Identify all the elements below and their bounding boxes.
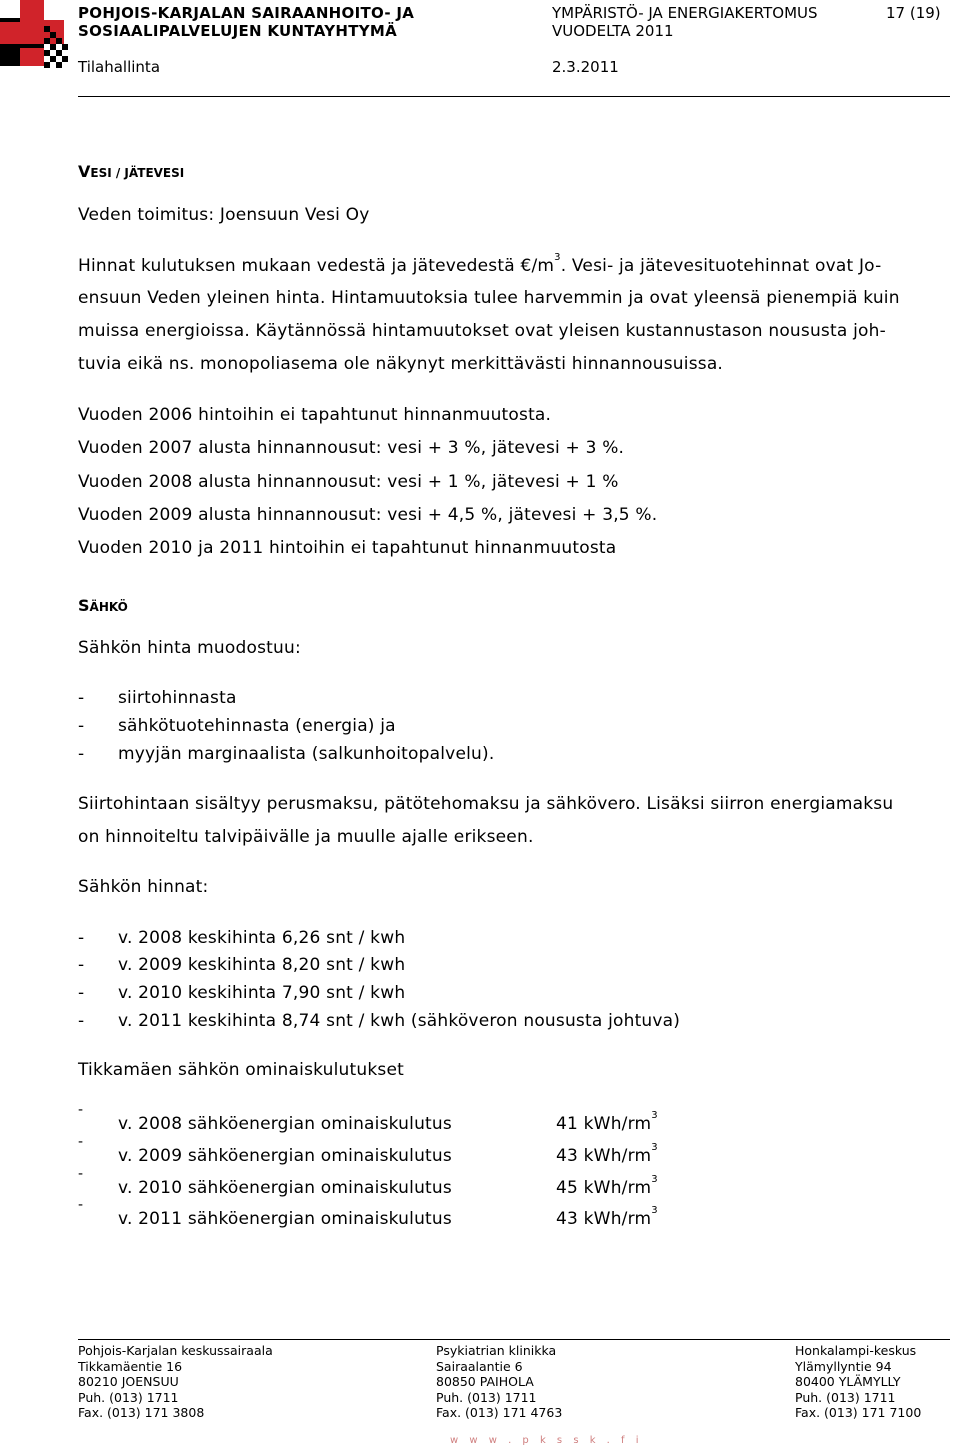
water-price-line: Vuoden 2008 alusta hinnannousut: vesi + 1 %, jätevesi + 1 % bbox=[78, 472, 619, 492]
price-component-item: myyjän marginaalista (salkunhoitopalvelu). bbox=[118, 744, 495, 764]
organization-name-line2: SOSIAALIPALVELUJEN KUNTAYHTYMÄ bbox=[78, 22, 398, 40]
consumption-value: 41 kWh/$rm^3$ bbox=[556, 1110, 658, 1134]
list-dash: - bbox=[78, 744, 85, 764]
electricity-price-item: v. 2008 keskihinta 6,26 snt / kwh bbox=[118, 928, 406, 948]
consumption-value: 43 kWh/$rm^3$ bbox=[556, 1142, 658, 1166]
consumption-label: v. 2008 sähköenergian ominaiskulutus bbox=[118, 1114, 452, 1134]
department: Tilahallinta bbox=[78, 58, 161, 76]
document-title-line1: YMPÄRISTÖ- JA ENERGIAKERTOMUS bbox=[552, 4, 818, 22]
consumption-label: v. 2009 sähköenergian ominaiskulutus bbox=[118, 1146, 452, 1166]
organization-logo bbox=[0, 0, 78, 70]
document-date: 2.3.2011 bbox=[552, 58, 619, 76]
transfer-price-line: Siirtohintaan sisältyy perusmaksu, pätötehomaksu ja sähkövero. Lisäksi siirron energiamaksu bbox=[78, 794, 894, 814]
consumption-title: Tikkamäen sähkön ominaiskulutukset bbox=[78, 1060, 404, 1080]
page-number: 17 (19) bbox=[886, 4, 941, 22]
electricity-price-intro: Sähkön hinta muodostuu: bbox=[78, 638, 301, 658]
water-heading: VESI / JÄTEVESI bbox=[78, 162, 185, 181]
water-price-line: Vuoden 2006 hintoihin ei tapahtunut hinnanmuutosta. bbox=[78, 405, 552, 425]
electricity-price-item: v. 2011 keskihinta 8,74 snt / kwh (sähköveron noususta johtuva) bbox=[118, 1011, 681, 1031]
footer-website: w w w . p k s s k . f i bbox=[450, 1435, 643, 1446]
water-price-line: Vuoden 2010 ja 2011 hintoihin ei tapahtunut hinnanmuutosta bbox=[78, 538, 617, 558]
list-dash: - bbox=[78, 716, 85, 736]
water-paragraph-line: ensuun Veden yleinen hinta. Hintamuutoksia tulee harvemmin ja ovat yleensä pienempiä kuin bbox=[78, 288, 900, 308]
water-paragraph-line: tuvia eikä ns. monopoliasema ole näkynyt merkittävästi hinnannousuissa. bbox=[78, 354, 724, 374]
electricity-prices-title: Sähkön hinnat: bbox=[78, 877, 209, 897]
consumption-value: 43 kWh/$rm^3$ bbox=[556, 1205, 658, 1229]
list-dash: - bbox=[78, 1166, 84, 1182]
consumption-label: v. 2010 sähköenergian ominaiskulutus bbox=[118, 1178, 452, 1198]
transfer-price-line: on hinnoiteltu talvipäivälle ja muulle ajalle erikseen. bbox=[78, 827, 534, 847]
document-title-line2: VUODELTA 2011 bbox=[552, 22, 674, 40]
footer-address-main-hospital: Pohjois-Karjalan keskussairaala Tikkamäentie 16 80210 JOENSUU Puh. (013) 1711 Fax. (013) 171 3808 bbox=[78, 1343, 273, 1421]
water-paragraph-line: muissa energioissa. Käytännössä hintamuutokset ovat yleisen kustannustason noususta joh- bbox=[78, 321, 886, 341]
consumption-value: 45 kWh/$rm^3$ bbox=[556, 1174, 658, 1198]
water-supplier: Veden toimitus: Joensuun Vesi Oy bbox=[78, 205, 370, 225]
electricity-price-item: v. 2010 keskihinta 7,90 snt / kwh bbox=[118, 983, 406, 1003]
list-dash: - bbox=[78, 955, 85, 975]
water-price-line: Vuoden 2009 alusta hinnannousut: vesi + 4,5 %, jätevesi + 3,5 %. bbox=[78, 505, 658, 525]
list-dash: - bbox=[78, 1197, 84, 1213]
price-component-item: sähkötuotehinnasta (energia) ja bbox=[118, 716, 396, 736]
footer-address-psychiatric-clinic: Psykiatrian klinikka Sairaalantie 6 80850 PAIHOLA Puh. (013) 1711 Fax. (013) 171 4763 bbox=[436, 1343, 563, 1421]
consumption-label: v. 2011 sähköenergian ominaiskulutus bbox=[118, 1209, 452, 1229]
water-paragraph-line: Hinnat kulutuksen mukaan vedestä ja jätevedestä $€/m^3$. Vesi- ja jätevesituotehinnat ovat Jo- bbox=[78, 252, 882, 276]
list-dash: - bbox=[78, 688, 85, 708]
header-rule bbox=[78, 96, 950, 97]
footer-rule bbox=[78, 1339, 950, 1340]
price-component-item: siirtohinnasta bbox=[118, 688, 237, 708]
footer-address-honkalampi: Honkalampi-keskus Ylämyllyntie 94 80400 YLÄMYLLY Puh. (013) 1711 Fax. (013) 171 7100 bbox=[795, 1343, 922, 1421]
list-dash: - bbox=[78, 1134, 84, 1150]
electricity-price-item: v. 2009 keskihinta 8,20 snt / kwh bbox=[118, 955, 406, 975]
water-price-line: Vuoden 2007 alusta hinnannousut: vesi + 3 %, jätevesi + 3 %. bbox=[78, 438, 625, 458]
electricity-heading: SÄHKÖ bbox=[78, 596, 128, 615]
organization-name-line1: POHJOIS-KARJALAN SAIRAANHOITO- JA bbox=[78, 4, 415, 22]
list-dash: - bbox=[78, 1011, 85, 1031]
list-dash: - bbox=[78, 983, 85, 1003]
list-dash: - bbox=[78, 1102, 84, 1118]
list-dash: - bbox=[78, 928, 85, 948]
